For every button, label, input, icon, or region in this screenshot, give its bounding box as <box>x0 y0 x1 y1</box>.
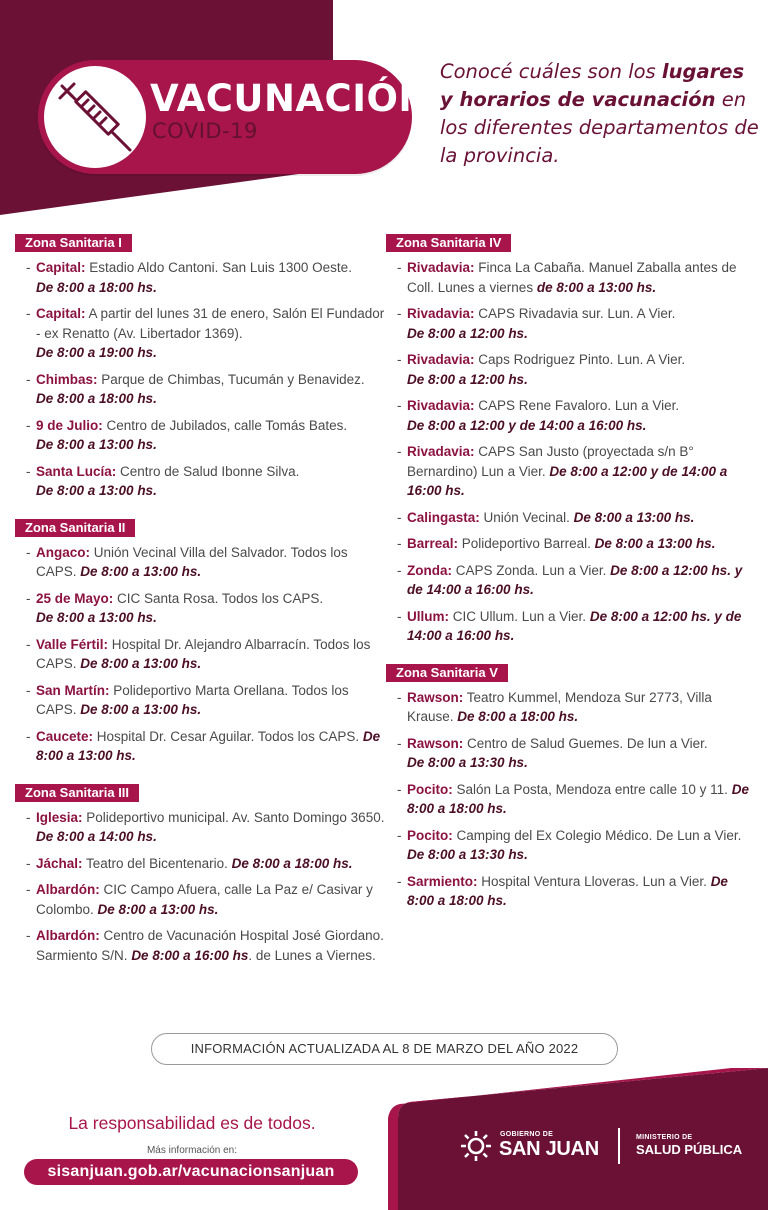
list-item: - 25 de Mayo: CIC Santa Rosa. Todos los CAPS. De 8:00 a 13:00 hs. <box>26 590 324 625</box>
list-item: - Barreal: Polideportivo Barreal. De 8:00 a 13:00 hs. <box>397 536 716 551</box>
place-detail: Finca La Cabaña. Manuel Zaballa antes de Coll. Lunes a viernes <box>407 260 737 295</box>
list-item: - Ullum: CIC Ullum. Lun a Vier. De 8:00 a 12:00 hs. y de 14:00 a 16:00 hs. <box>397 608 742 643</box>
intro-part-bold: lugares y horarios de vacunación <box>440 60 745 111</box>
place-name: Santa Lucía: <box>36 463 117 479</box>
list-item: - Rivadavia: Finca La Cabaña. Manuel Zaballa antes de Coll. Lunes a viernes de 8:00 a 13:00 hs. <box>397 260 737 295</box>
logo-divider <box>618 1128 620 1164</box>
ministerio-logo <box>636 1133 742 1158</box>
left-column <box>15 234 385 983</box>
hours: De 8:00 a 12:00 hs. <box>407 371 528 387</box>
place-name: Calingasta: <box>407 509 480 525</box>
place-detail: Centro de Vacunación Hospital José Giordano. Sarmiento S/N. <box>36 928 384 963</box>
list-item: - Albardón: CIC Campo Afuera, calle La Paz e/ Casivar y Colombo. De 8:00 a 13:00 hs. <box>26 882 373 917</box>
list-item: - Pocito: Camping del Ex Colegio Médico. De Lun a Vier. De 8:00 a 13:30 hs. <box>397 827 742 862</box>
place-name: 9 de Julio: <box>36 417 103 433</box>
hours: De 8:00 a 16:00 hs <box>131 947 249 963</box>
place-detail: Polideportivo Marta Orellana. Todos los CAPS. <box>36 682 349 717</box>
list-item: - Santa Lucía: Centro de Salud Ibonne Silva. De 8:00 a 13:00 hs. <box>26 463 300 498</box>
zone-label: Zona Sanitaria IV <box>386 234 511 252</box>
place-name: Angaco: <box>36 544 90 560</box>
list-item: - Pocito: Salón La Posta, Mendoza entre calle 10 y 11. De 8:00 a 18:00 hs. <box>397 781 749 816</box>
place-detail: CAPS Rivadavia sur. Lun. A Vier. <box>474 306 676 321</box>
list-item: - San Martín: Polideportivo Marta Orellana. Todos los CAPS. De 8:00 a 13:00 hs. <box>26 682 349 717</box>
hours: de 8:00 a 13:00 hs. <box>536 279 657 295</box>
hours: De 8:00 a 18:00 hs. <box>457 709 579 724</box>
list-item: - Sarmiento: Hospital Ventura Lloveras. Lun a Vier. De 8:00 a 18:00 hs. <box>397 873 728 908</box>
ministry-small-label: MINISTERIO DE <box>636 1134 693 1141</box>
responsibility-text: La responsabilidad es de todos. <box>68 1113 316 1133</box>
gov-big-label: SAN JUAN <box>499 1138 599 1160</box>
list-item: - Rawson: Teatro Kummel, Mendoza Sur 2773, Villa Krause. De 8:00 a 18:00 hs. <box>397 689 712 724</box>
hours: De 8:00 a 18:00 hs. <box>407 781 749 816</box>
zone-label: Zona Sanitaria III <box>15 784 139 802</box>
place-name: Rivadavia: <box>407 306 475 321</box>
hours: De 8:00 a 12:00 hs. y de 14:00 a 16:00 hs. <box>407 608 742 643</box>
place-name: Barreal: <box>407 536 459 551</box>
zone-section <box>15 519 385 766</box>
place-detail: Parque de Chimbas, Tucumán y Benavidez. <box>97 371 365 387</box>
hours: De 8:00 a 18:00 hs. <box>407 873 728 908</box>
list-item: - Capital: A partir del lunes 31 de enero, Salón El Fundador - ex Renatto (Av. Libertador 1369). De 8:00 a 19:00 hs. <box>26 306 385 360</box>
hours: De 8:00 a 12:00 hs. <box>407 325 528 341</box>
place-name: 25 de Mayo: <box>36 590 114 606</box>
place-detail: Centro de Salud Guemes. De lun a Vier. <box>463 735 708 751</box>
hours: De 8:00 a 13:00 hs. <box>36 728 381 763</box>
zone-label: Zona Sanitaria II <box>15 519 135 537</box>
zone-section <box>386 234 758 646</box>
place-name: Rivadavia: <box>407 398 475 413</box>
hours: De 8:00 a 13:00 hs. <box>36 437 157 452</box>
list-item: - Rivadavia: CAPS San Justo (proyectada s/n B° Bernardino) Lun a Vier. De 8:00 a 12:00 y de 14:00 a 16:00 hs. <box>397 444 728 498</box>
hours: De 8:00 a 13:30 hs. <box>407 847 528 862</box>
hours: De 8:00 a 13:00 hs. <box>36 610 157 625</box>
right-column <box>386 234 758 929</box>
place-detail: Caps Rodriguez Pinto. Lun. A Vier. <box>474 352 686 367</box>
list-item: - Jáchal: Teatro del Bicentenario. De 8:00 a 18:00 hs. <box>26 855 353 871</box>
place-detail: A partir del lunes 31 de enero, Salón El Fundador - ex Renatto (Av. Libertador 1369). <box>36 306 385 341</box>
place-name: Caucete: <box>36 728 94 744</box>
ministry-big-label: SALUD PÚBLICA <box>636 1142 743 1157</box>
place-detail: Hospital Dr. Alejandro Albarracín. Todos los CAPS. <box>36 636 371 671</box>
place-detail: Unión Vecinal. <box>479 509 570 525</box>
list-item: - Angaco: Unión Vecinal Villa del Salvador. Todos los CAPS. De 8:00 a 13:00 hs. <box>26 544 348 579</box>
place-name: Sarmiento: <box>407 873 478 889</box>
place-name: Capital: <box>36 260 86 275</box>
zone-section <box>386 664 758 911</box>
place-name: Rawson: <box>407 735 464 751</box>
hours: De 8:00 a 18:00 hs. <box>36 391 157 406</box>
place-detail: CIC Ullum. Lun a Vier. <box>449 608 587 624</box>
list-item: - 9 de Julio: Centro de Jubilados, calle Tomás Bates. De 8:00 a 13:00 hs. <box>26 417 348 452</box>
place-name: Rivadavia: <box>407 444 475 459</box>
place-name: Albardón: <box>36 882 100 897</box>
list-item: - Rawson: Centro de Salud Guemes. De lun a Vier. De 8:00 a 13:30 hs. <box>397 735 708 770</box>
place-name: Valle Fértil: <box>36 636 109 652</box>
place-detail: Hospital Dr. Cesar Aguilar. Todos los CAPS. <box>93 728 360 744</box>
hours: De 8:00 a 18:00 hs. <box>36 279 157 295</box>
place-name: Chimbas: <box>36 371 98 387</box>
hours: De 8:00 a 12:00 hs. y de 14:00 a 16:00 hs. <box>407 562 743 597</box>
sun-icon <box>458 1128 496 1164</box>
place-detail: Teatro del Bicentenario. <box>82 855 228 871</box>
intro-text <box>440 58 762 170</box>
hours: De 8:00 a 19:00 hs. <box>36 345 157 360</box>
zone-label: Zona Sanitaria V <box>386 664 508 682</box>
hours: De 8:00 a 13:00 hs. <box>573 509 695 525</box>
list-item: - Rivadavia: CAPS Rivadavia sur. Lun. A Vier. De 8:00 a 12:00 hs. <box>397 306 676 341</box>
list-item: - Caucete: Hospital Dr. Cesar Aguilar. Todos los CAPS. De 8:00 a 13:00 hs. <box>26 728 381 763</box>
place-detail: Polideportivo municipal. Av. Santo Domingo 3650. <box>82 809 385 825</box>
place-detail: CAPS San Justo (proyectada s/n B° Bernardino) Lun a Vier. <box>407 444 694 479</box>
badge-subtitle: COVID-19 <box>152 119 258 143</box>
place-detail: CAPS Rene Favaloro. Lun a Vier. <box>474 398 680 413</box>
place-name: Pocito: <box>407 827 453 843</box>
list-item: - Iglesia: Polideportivo municipal. Av. Santo Domingo 3650. De 8:00 a 14:00 hs. <box>26 809 385 844</box>
place-name: Pocito: <box>407 781 453 797</box>
zone-section <box>15 784 385 966</box>
intro-part: Conocé cuáles son los <box>440 60 662 83</box>
place-name: Rivadavia: <box>407 260 475 275</box>
gov-small-label: GOBIERNO DE <box>500 1131 554 1138</box>
place-detail: Centro de Jubilados, calle Tomás Bates. <box>102 417 348 433</box>
gobierno-san-juan-logo <box>458 1128 608 1164</box>
place-detail: Unión Vecinal Villa del Salvador. Todos los CAPS. <box>36 544 348 579</box>
place-detail: Camping del Ex Colegio Médico. De Lun a Vier. <box>452 827 742 843</box>
place-name: Rivadavia: <box>407 352 475 367</box>
zone-section <box>15 234 385 501</box>
hours: De 8:00 a 13:30 hs. <box>407 755 528 770</box>
list-item: - Rivadavia: Caps Rodriguez Pinto. Lun. A Vier. De 8:00 a 12:00 hs. <box>397 352 686 387</box>
place-detail: CAPS Zonda. Lun a Vier. <box>452 562 607 578</box>
hours: De 8:00 a 18:00 hs. <box>231 855 353 871</box>
list-item: - Capital: Estadio Aldo Cantoni. San Luis 1300 Oeste. De 8:00 a 18:00 hs. <box>26 260 352 295</box>
hours: De 8:00 a 14:00 hs. <box>36 829 157 844</box>
place-name: San Martín: <box>36 682 110 698</box>
badge-title: VACUNACIÓN <box>150 77 430 120</box>
list-item: - Albardón: Centro de Vacunación Hospital José Giordano. Sarmiento S/N. De 8:00 a 16:00 hs. de Lunes a Viernes. <box>26 928 384 963</box>
update-notice: INFORMACIÓN ACTUALIZADA AL 8 DE MARZO DEL AÑO 2022 <box>151 1033 618 1065</box>
place-name: Iglesia: <box>36 809 83 825</box>
syringe-icon <box>54 76 136 158</box>
place-detail: Salón La Posta, Mendoza entre calle 10 y 11. <box>452 781 728 797</box>
hours: De 8:00 a 13:00 hs. <box>36 483 157 498</box>
place-detail: Polideportivo Barreal. <box>458 536 591 551</box>
place-name: Ullum: <box>407 608 449 624</box>
hours: De 8:00 a 12:00 y de 14:00 a 16:00 hs. <box>407 417 647 433</box>
list-item: - Calingasta: Unión Vecinal. De 8:00 a 13:00 hs. <box>397 509 695 525</box>
hours-tail: . de Lunes a Viernes. <box>248 947 376 963</box>
place-name: Zonda: <box>407 562 452 578</box>
more-info-label: Más información en: <box>146 1145 238 1156</box>
list-item: - Rivadavia: CAPS Rene Favaloro. Lun a Vier. De 8:00 a 12:00 y de 14:00 a 16:00 hs. <box>397 398 680 433</box>
intro-part: en los diferentes departamentos de la provincia. <box>440 88 759 167</box>
vacunacion-badge <box>38 60 430 174</box>
place-detail: Estadio Aldo Cantoni. San Luis 1300 Oeste. <box>85 260 352 275</box>
zone-label: Zona Sanitaria I <box>15 234 132 252</box>
hours: De 8:00 a 13:00 hs. <box>97 901 219 917</box>
place-detail: Centro de Salud Ibonne Silva. <box>116 463 300 479</box>
hours: De 8:00 a 13:00 hs. <box>80 656 202 671</box>
place-name: Rawson: <box>407 689 464 705</box>
place-detail: Hospital Ventura Lloveras. Lun a Vier. <box>477 873 707 889</box>
syringe-icon-circle <box>44 66 146 168</box>
place-detail: CIC Campo Afuera, calle La Paz e/ Casivar y Colombo. <box>36 882 373 917</box>
hours: De 8:00 a 13:00 hs. <box>594 536 716 551</box>
website-link[interactable]: sisanjuan.gob.ar/vacunacionsanjuan <box>24 1159 358 1185</box>
list-item: - Chimbas: Parque de Chimbas, Tucumán y Benavidez. De 8:00 a 18:00 hs. <box>26 371 365 406</box>
place-name: Capital: <box>36 306 86 321</box>
place-name: Albardón: <box>36 928 100 943</box>
place-detail: CIC Santa Rosa. Todos los CAPS. <box>113 590 324 606</box>
list-item: - Zonda: CAPS Zonda. Lun a Vier. De 8:00 a 12:00 hs. y de 14:00 a 16:00 hs. <box>397 562 743 597</box>
hours: De 8:00 a 13:00 hs. <box>80 702 202 717</box>
place-name: Jáchal: <box>36 855 83 871</box>
hours: De 8:00 a 13:00 hs. <box>80 564 202 579</box>
hours: De 8:00 a 12:00 y de 14:00 a 16:00 hs. <box>407 463 728 498</box>
place-detail: Teatro Kummel, Mendoza Sur 2773, Villa Krause. <box>407 689 712 724</box>
list-item: - Valle Fértil: Hospital Dr. Alejandro Albarracín. Todos los CAPS. De 8:00 a 13:00 hs. <box>26 636 371 671</box>
